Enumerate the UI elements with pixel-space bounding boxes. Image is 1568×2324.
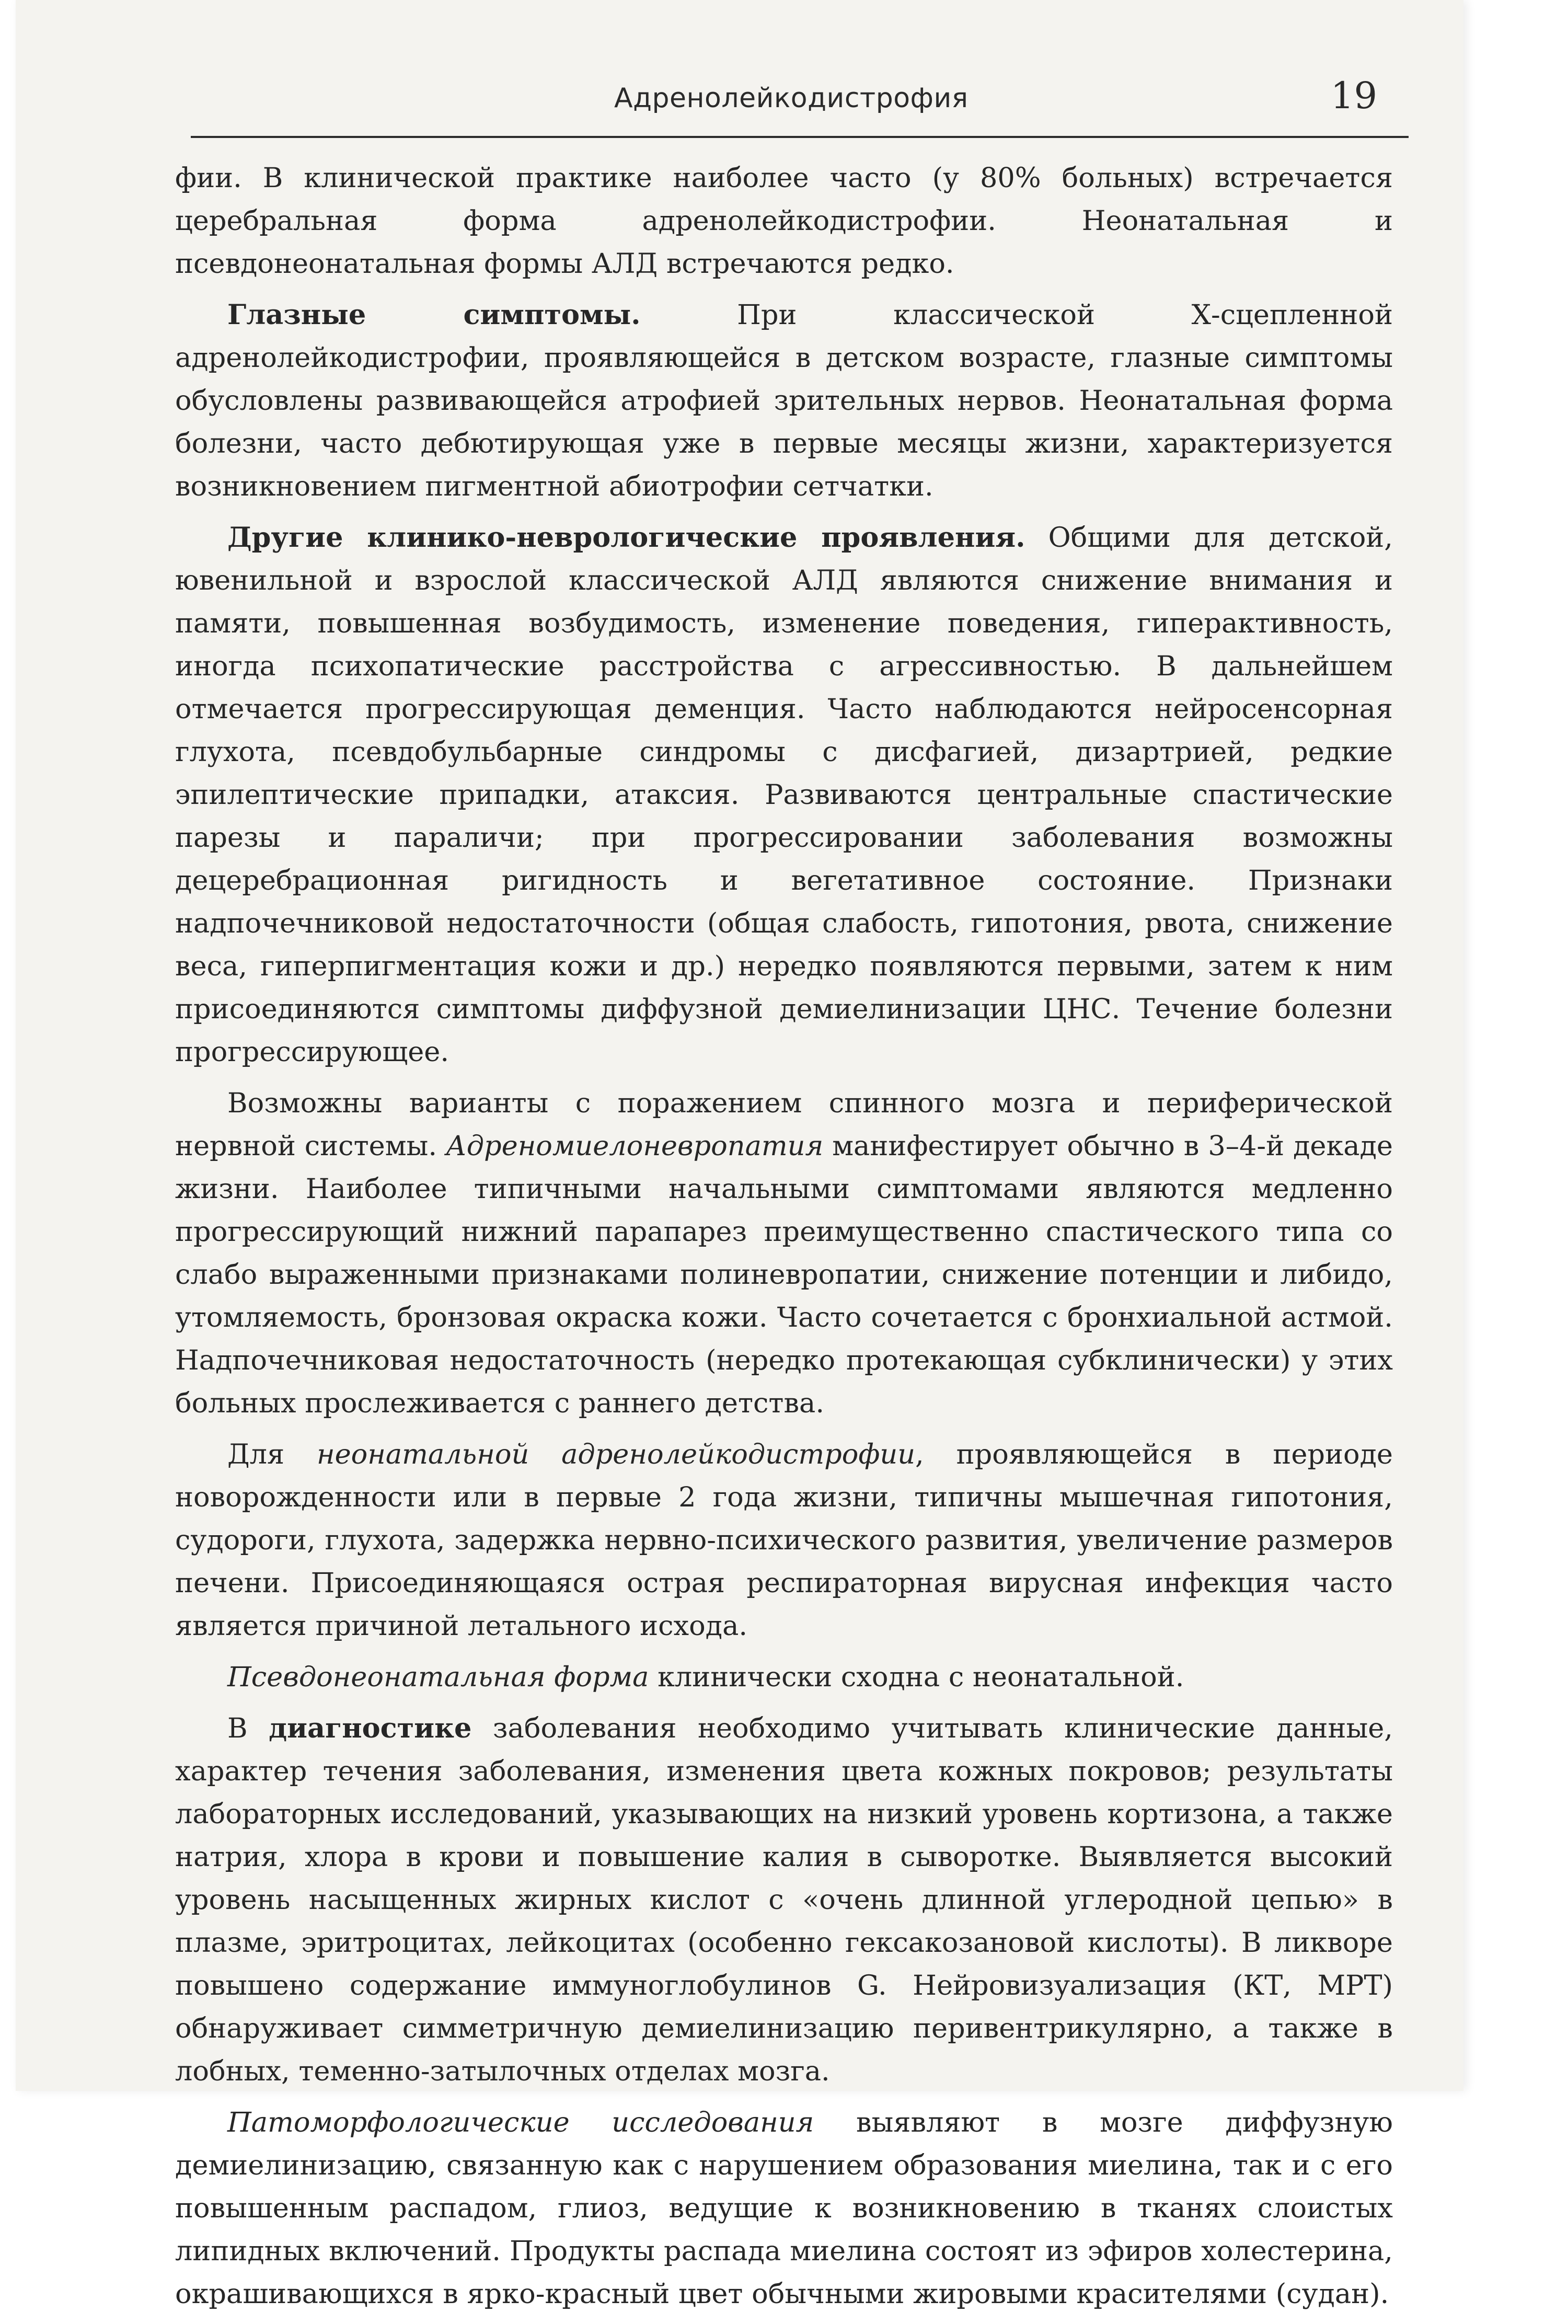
paragraph-text: , проявляющейся в периоде новорожденности или в первые 2 года жизни, типичны мышечная гипотония, судороги, глухота, задержка нервно-психического развития, увеличение размеров печени. Присоединяющаяся острая респираторная вирусная инфекция часто является причиной летального исхода. (175, 1439, 1393, 1642)
section-heading-eye-symptoms: Глазные симптомы. (227, 299, 641, 331)
italic-term-neonatal: неонатальной адренолейкодистрофии (317, 1439, 916, 1470)
paragraph-pathomorphology (175, 2101, 1393, 2316)
bold-term-diagnostics: диагностике (269, 1712, 472, 1744)
running-title: Адренолейкодистрофия (614, 83, 969, 114)
paragraph-variants (175, 1082, 1393, 1425)
italic-term-pseudoneonatal: Псевдонеонатальная форма (227, 1661, 649, 1693)
paragraph-text: манифестирует обычно в 3–4-й декаде жизни. Наиболее типичными начальными симптомами являются медленно прогрессирующий нижний парапарез преимущественно спастического типа со слабо выраженными признаками полиневропатии, снижение потенции и либидо, утомляемость, бронзовая окраска кожи. Часто сочетается с бронхиальной астмой. Надпочечниковая недостаточность (нередко протекающая субклинически) у этих больных прослеживается с раннего детства. (175, 1130, 1393, 1419)
paragraph-pseudoneonatal (175, 1656, 1393, 1699)
paragraph-neuro-manifestations (175, 516, 1393, 1074)
paragraph-text: При классической Х-сцепленной адренолейкодистрофии, проявляющейся в детском возрасте, глазные симптомы обусловлены развивающейся атрофией зрительных нервов. Неонатальная форма болезни, часто дебютирующая уже в первые месяцы жизни, характеризуется возникновением пигментной абиотрофии сетчатки. (175, 299, 1393, 502)
paragraph-text: клинически сходна с неонатальной. (649, 1661, 1184, 1693)
section-heading-neuro-manifestations: Другие клинико-неврологические проявления. (227, 522, 1025, 554)
paragraph-diagnostics (175, 1707, 1393, 2093)
paragraph-text: Общими для детской, ювенильной и взрослой классической АЛД являются снижение внимания и памяти, повышенная возбудимость, изменение поведения, гиперактивность, иногда психопатические расстройства с агрессивностью. В дальнейшем отмечается прогрессирующая деменция. Часто наблюдаются нейросенсорная глухота, псевдобульбарные синдромы с дисфагией, дизартрией, редкие эпилептические припадки, атаксия. Развиваются центральные спастические парезы и параличи; при прогрессировании заболевания возможны децеребрационная ригидность и вегетативное состояние. Признаки надпочечниковой недостаточности (общая слабость, гипотония, рвота, снижение веса, гиперпигментация кожи и др.) нередко появляются первыми, затем к ним присоединяются симптомы диффузной демиелинизации ЦНС. Течение болезни прогрессирующее. (175, 522, 1393, 1068)
paragraph-text: фии. В клинической практике наиболее часто (у 80% больных) встречается церебральная форма адренолейкодистрофии. Неонатальная и псевдонеонатальная формы АЛД встречаются редко. (175, 162, 1393, 280)
italic-term-pathomorphology: Патоморфологические исследования (227, 2107, 814, 2138)
paragraph-intro (175, 157, 1393, 285)
paragraph-eye-symptoms (175, 294, 1393, 508)
paragraph-text: заболевания необходимо учитывать клинические данные, характер течения заболевания, изменения цвета кожных покровов; результаты лабораторных исследований, указывающих на низкий уровень кортизона, а также натрия, хлора в крови и повышение калия в сыворотке. Выявляется высокий уровень насыщенных жирных кислот с «очень длинной углеродной цепью» в плазме, эритроцитах, лейкоцитах (особенно гексакозановой кислоты). В ликворе повышено содержание иммуноглобулинов G. Нейровизуализация (КТ, МРТ) обнаруживает симметричную демиелинизацию перивентрикулярно, а также в лобных, теменно-затылочных отделах мозга. (175, 1712, 1393, 2087)
paragraph-text: В (227, 1712, 269, 1744)
paragraph-text: Возможны варианты с поражением спинного мозга и периферической нервной системы. (175, 1087, 1393, 1162)
body-text (175, 157, 1393, 2324)
paragraph-neonatal (175, 1433, 1393, 1648)
page-header (191, 73, 1409, 138)
italic-term-amn: Адреномиелоневропатия (446, 1130, 824, 1162)
paragraph-text: Для (227, 1439, 317, 1470)
paragraph-text: выявляют в мозге диффузную демиелинизацию, связанную как с нарушением образования миелина, так и с его повышенным распадом, глиоз, ведущие к возникновению в тканях слоистых липидных включений. Продукты распада миелина состоят из эфиров холестерина, окрашивающихся в ярко-красный цвет обычными жировыми красителями (судан). (175, 2107, 1393, 2310)
page-number: 19 (1330, 74, 1377, 117)
